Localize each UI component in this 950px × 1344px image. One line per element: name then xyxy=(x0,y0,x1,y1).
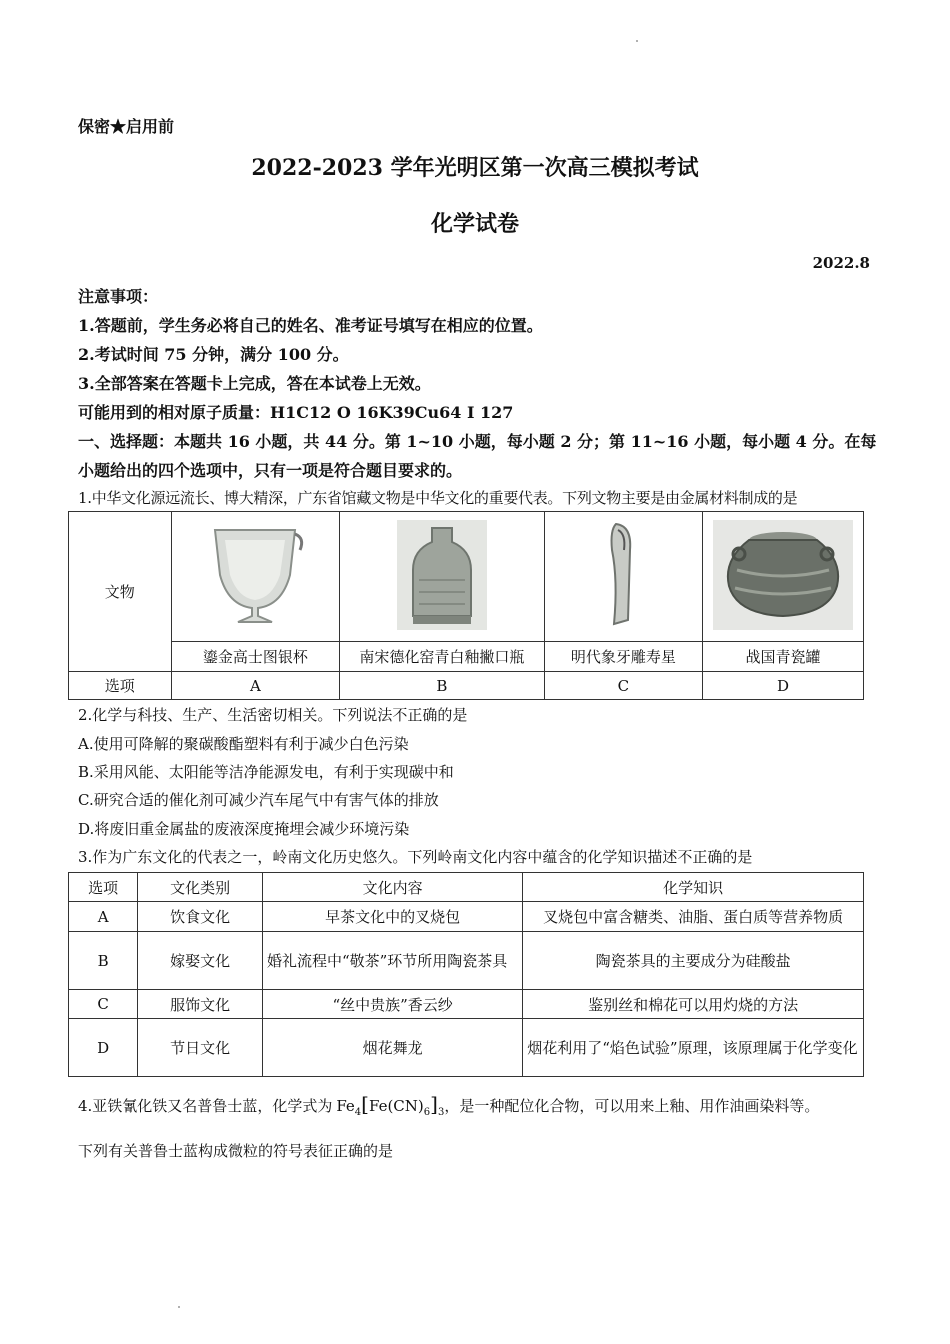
formula-sub: 6 xyxy=(423,1107,431,1118)
formula-inner: Fe(CN) xyxy=(368,1097,424,1115)
artifact-name: 战国青瓷罐 xyxy=(703,642,864,672)
q4-stem-line2: 下列有关普鲁士蓝构成微粒的符号表征正确的是 xyxy=(78,1142,394,1160)
q2-stem: 2.化学与科技、生产、生活密切相关。下列说法不正确的是 xyxy=(78,706,468,724)
cell-chemistry: 叉烧包中富含糖类、油脂、蛋白质等营养物质 xyxy=(523,902,864,932)
q2-option: C.研究合适的催化剂可减少汽车尾气中有害气体的排放 xyxy=(78,791,439,809)
cell-category: 服饰文化 xyxy=(138,990,263,1019)
q4-stem xyxy=(78,1092,819,1118)
option-letter: C xyxy=(544,672,702,700)
q1-artifact-table xyxy=(68,511,864,700)
section-instructions-cont: 小题给出的四个选项中，只有一项是符合题目要求的。 xyxy=(78,461,463,480)
table-row xyxy=(69,990,864,1019)
cell-content: “丝中贵族”香云纱 xyxy=(262,990,522,1019)
header-option: 选项 xyxy=(69,873,138,902)
note-item: 2.考试时间 75 分钟，满分 100 分。 xyxy=(78,345,349,364)
header-category: 文化类别 xyxy=(138,873,263,902)
section-instructions: 一、选择题：本题共 16 小题，共 44 分。第 1~10 小题，每小题 2 分；第 11~16 小题，每小题 4 分。在每 xyxy=(78,432,877,451)
q1-stem: 1.中华文化源远流长、博大精深，广东省馆藏文物是中华文化的重要代表。下列文物主要是由金属材料制成的是 xyxy=(78,489,798,507)
row-label-artifact: 文物 xyxy=(69,512,172,672)
artifact-name: 鎏金高士图银杯 xyxy=(171,642,340,672)
exam-date: 2022.8 xyxy=(812,254,870,272)
table-row xyxy=(69,902,864,932)
header-chemistry: 化学知识 xyxy=(523,873,864,902)
cell-chemistry: 陶瓷茶具的主要成分为硅酸盐 xyxy=(523,932,864,990)
cell-option: A xyxy=(69,902,138,932)
note-item: 3.全部答案在答题卡上完成，答在本试卷上无效。 xyxy=(78,374,431,393)
atomic-mass-line: 可能用到的相对原子质量：H1C12 O 16K39Cu64 I 127 xyxy=(78,403,514,422)
table-row xyxy=(69,1019,864,1077)
artifact-name: 明代象牙雕寿星 xyxy=(544,642,702,672)
cell-content: 烟花舞龙 xyxy=(262,1019,522,1077)
cell-chemistry: 烟花利用了“焰色试验”原理，该原理属于化学变化 xyxy=(523,1019,864,1077)
porcelain-bottle-icon xyxy=(340,512,544,642)
cell-chemistry: 鉴别丝和棉花可以用灼烧的方法 xyxy=(523,990,864,1019)
q4-stem-after: ，是一种配位化合物，可以用来上釉、用作油画染料等。 xyxy=(444,1096,820,1115)
formula-fe: Fe xyxy=(336,1097,355,1115)
q4-stem-before: 4.亚铁氰化铁又名普鲁士蓝，化学式为 xyxy=(78,1096,333,1115)
q3-culture-table xyxy=(68,872,864,1077)
silver-cup-icon xyxy=(171,512,340,642)
formula-sub: 4 xyxy=(354,1107,362,1118)
table-row xyxy=(69,932,864,990)
cell-option: D xyxy=(69,1019,138,1077)
row-label-option: 选项 xyxy=(69,672,172,700)
celadon-jar-icon xyxy=(703,512,864,642)
option-letter: B xyxy=(340,672,544,700)
q2-option: B.采用风能、太阳能等洁净能源发电，有利于实现碳中和 xyxy=(78,763,454,781)
option-letter: D xyxy=(703,672,864,700)
subject-title: 化学试卷 xyxy=(430,211,519,237)
q2-option: D.将废旧重金属盐的废液深度掩埋会减少环境污染 xyxy=(78,820,410,838)
cell-option: C xyxy=(69,990,138,1019)
artifact-name: 南宋德化窑青白釉撇口瓶 xyxy=(340,642,544,672)
exam-title: 2022-2023 学年光明区第一次高三模拟考试 xyxy=(251,155,699,181)
ivory-carving-icon xyxy=(544,512,702,642)
cell-option: B xyxy=(69,932,138,990)
cell-content: 婚礼流程中“敬茶”环节所用陶瓷茶具 xyxy=(262,932,522,990)
cell-content: 早茶文化中的叉烧包 xyxy=(262,902,522,932)
cell-category: 饮食文化 xyxy=(138,902,263,932)
cell-category: 节日文化 xyxy=(138,1019,263,1077)
note-item: 1.答题前，学生务必将自己的姓名、准考证号填写在相应的位置。 xyxy=(78,316,543,335)
notes-heading: 注意事项： xyxy=(78,287,159,306)
confidential-label: 保密★启用前 xyxy=(78,117,175,136)
header-content: 文化内容 xyxy=(262,873,522,902)
option-letter: A xyxy=(171,672,340,700)
cell-category: 嫁娶文化 xyxy=(138,932,263,990)
formula-sub: 3 xyxy=(437,1107,445,1118)
q2-option: A.使用可降解的聚碳酸酯塑料有利于减少白色污染 xyxy=(78,735,409,753)
q3-stem: 3.作为广东文化的代表之一，岭南文化历史悠久。下列岭南文化内容中蕴含的化学知识描述不正确的是 xyxy=(78,848,753,866)
prussian-blue-formula: $Fe_4[Fe(CN)_6]_3$ xyxy=(336,1092,445,1118)
